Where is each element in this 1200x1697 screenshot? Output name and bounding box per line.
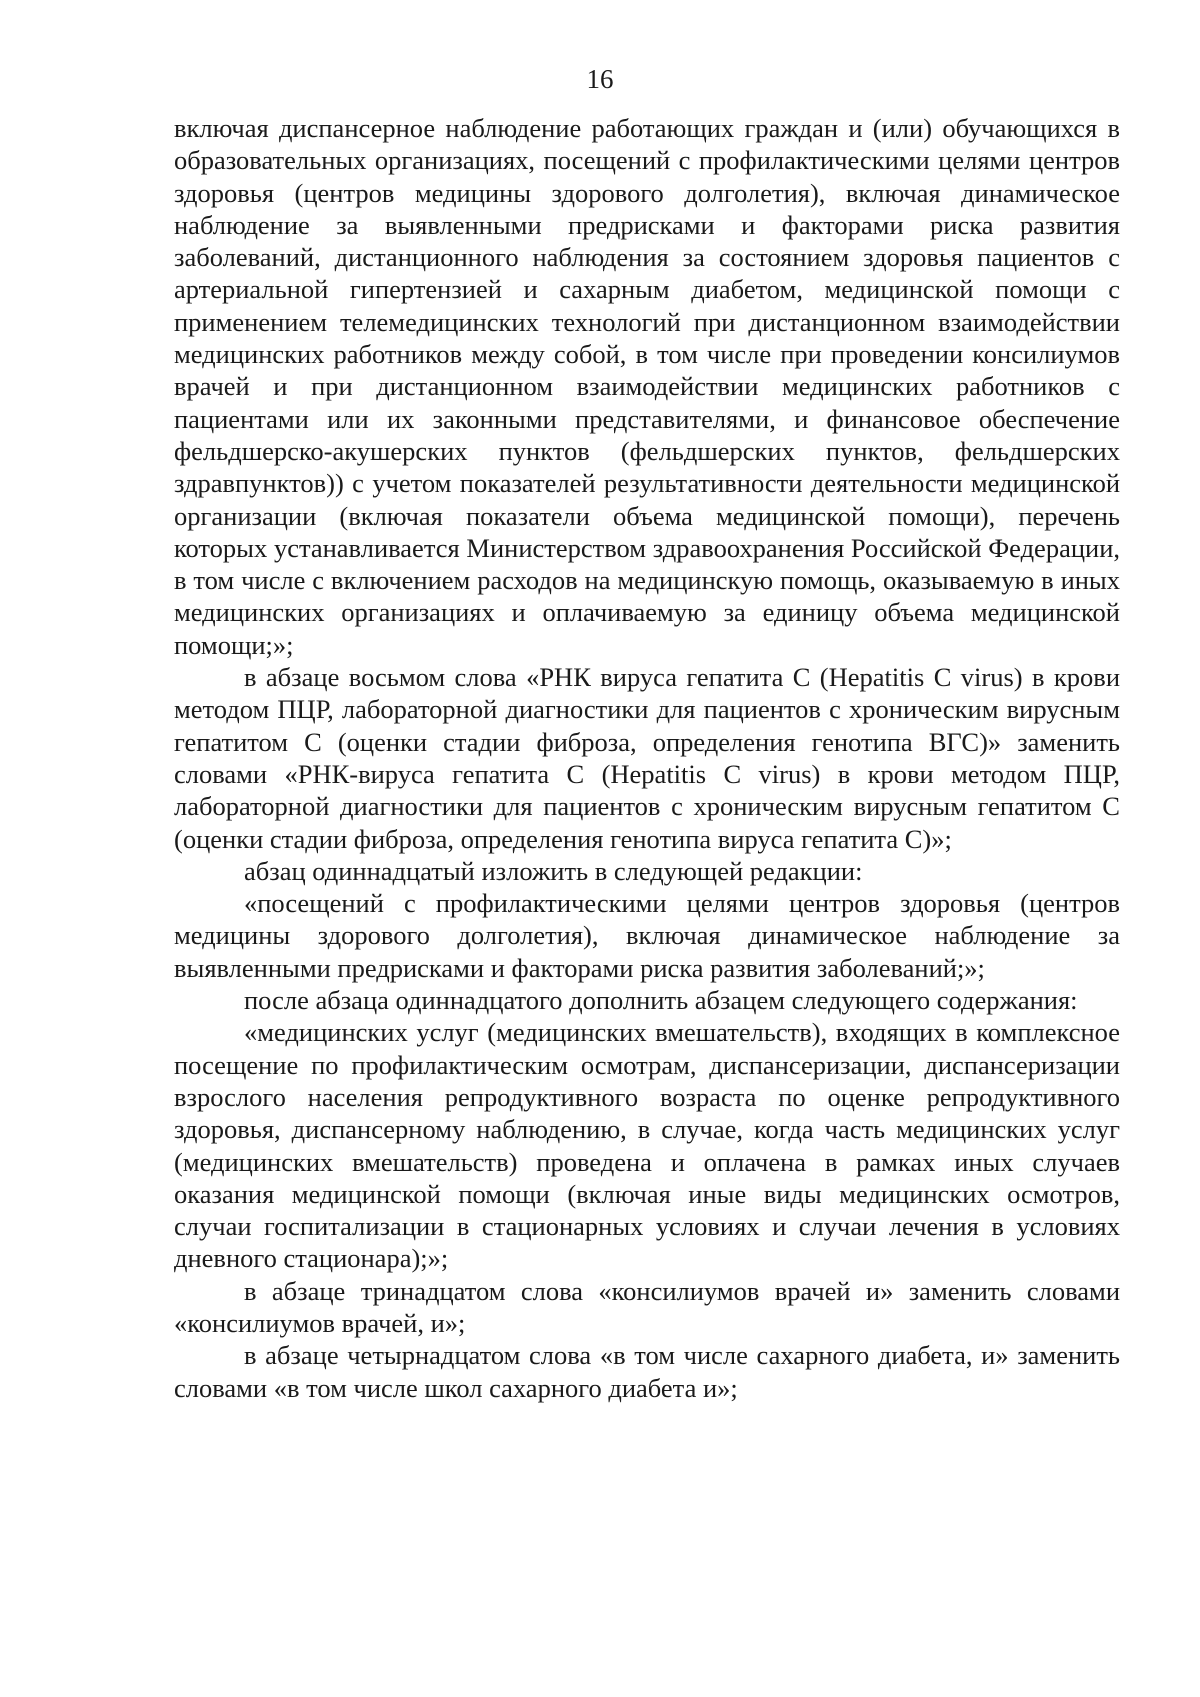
document-body <box>174 112 1120 1404</box>
paragraph-2: в абзаце восьмом слова «РНК вируса гепатита C (Hepatitis C virus) в крови методом ПЦР, лабораторной диагностики для пациентов с хроническим вирусным гепатитом C (оценки стадии фиброза, определения генотипа ВГС)» заменить словами «РНК-вируса гепатита C (Hepatitis C virus) в крови методом ПЦР, лабораторной диагностики для пациентов с хроническим вирусным гепатитом C (оценки стадии фиброза, определения генотипа вируса гепатита C)»; <box>174 662 1120 854</box>
paragraph-4: «посещений с профилактическими целями центров здоровья (центров медицины здорового долголетия), включая динамическое наблюдение за выявленными предрисками и факторами риска развития заболеваний;»; <box>174 888 1120 983</box>
paragraph-5: после абзаца одиннадцатого дополнить абзацем следующего содержания: <box>244 985 1078 1016</box>
paragraph-1: включая диспансерное наблюдение работающих граждан и (или) обучающихся в образовательных организациях, посещений с профилактическими целями центров здоровья (центров медицины здорового долголетия), включая динамическое наблюдение за выявленными предрисками и факторами риска развития заболеваний, дистанционного наблюдения за состоянием здоровья пациентов с артериальной гипертензией и сахарным диабетом, медицинской помощи с применением телемедицинских технологий при дистанционном взаимодействии медицинских работников между собой, в том числе при проведении консилиумов врачей и при дистанционном взаимодействии медицинских работников с пациентами или их законными представителями, и финансовое обеспечение фельдшерско-акушерских пунктов (фельдшерских пунктов, фельдшерских здравпунктов)) с учетом показателей результативности деятельности медицинской организации (включая показатели объема медицинской помощи), перечень которых устанавливается Министерством здравоохранения Российской Федерации, в том числе с включением расходов на медицинскую помощь, оказываемую в иных медицинских организациях и оплачиваемую за единицу объема медицинской помощи;»; <box>174 113 1120 660</box>
paragraph-3: абзац одиннадцатый изложить в следующей редакции: <box>244 855 863 886</box>
page-number: 16 <box>586 64 614 94</box>
paragraph-6: «медицинских услуг (медицинских вмешательств), входящих в комплексное посещение по профилактическим осмотрам, диспансеризации, диспансеризации взрослого населения репродуктивного возраста по оценке репродуктивного здоровья, диспансерному наблюдению, в случае, когда часть медицинских услуг (медицинских вмешательств) проведена и оплачена в рамках иных случаев оказания медицинской помощи (включая иные виды медицинских осмотров, случаи госпитализации в стационарных условиях и случаи лечения в условиях дневного стационара);»; <box>174 1017 1120 1274</box>
paragraph-8: в абзаце четырнадцатом слова «в том числе сахарного диабета, и» заменить словами «в том числе школ сахарного диабета и»; <box>174 1340 1120 1403</box>
paragraph-7: в абзаце тринадцатом слова «консилиумов врачей и» заменить словами «консилиумов врачей, и»; <box>174 1275 1120 1338</box>
